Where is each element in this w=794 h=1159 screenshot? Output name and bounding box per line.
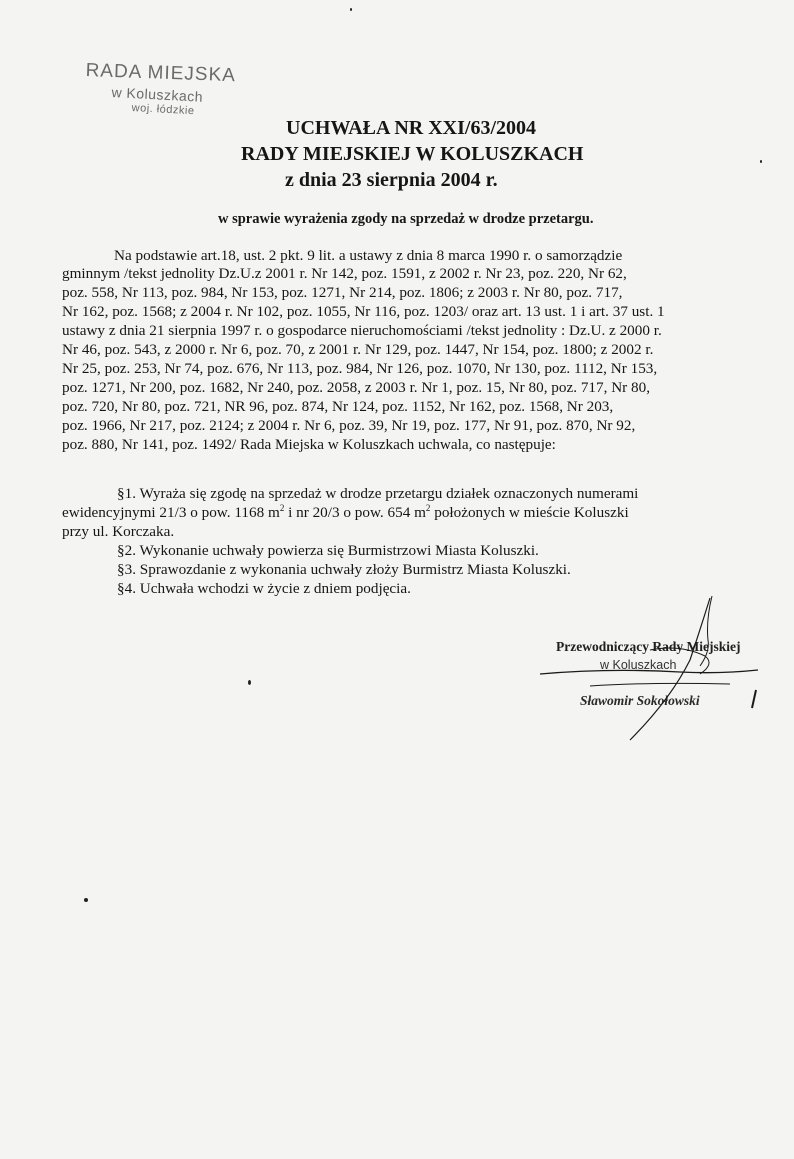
resolution-date: z dnia 23 sierpnia 2004 r. [285, 169, 498, 191]
preamble-line: poz. 880, Nr 141, poz. 1492/ Rada Miejska w Koluszkach uchwala, co następuje: [62, 436, 556, 453]
superscript-2: 2 [425, 503, 431, 513]
paper-speck [248, 680, 251, 685]
preamble-line: poz. 720, Nr 80, poz. 721, NR 96, poz. 874, Nr 124, poz. 1152, Nr 162, poz. 1568, Nr 203, [62, 398, 614, 415]
stamp-line-2: w Koluszkach [111, 84, 204, 105]
resolution-number: UCHWAŁA NR XXI/63/2004 [286, 117, 537, 139]
paper-speck [760, 160, 762, 163]
signatory-title: Przewodniczący Rady Miejskiej [556, 639, 741, 654]
stamp-line-3: woj. łódzkie [131, 102, 195, 118]
preamble-line: poz. 558, Nr 113, poz. 984, Nr 153, poz. 1271, Nr 214, poz. 1806; z 2003 r. Nr 80, poz. 717, [62, 284, 623, 301]
preamble-line: Nr 46, poz. 543, z 2000 r. Nr 6, poz. 70, z 2001 r. Nr 129, poz. 1447, Nr 154, poz. 1800; z 2002 r. [62, 341, 654, 358]
preamble-line: ustawy z dnia 21 sierpnia 1997 r. o gospodarce nieruchomościami /tekst jednolity : Dz.U. z 2000 r. [62, 322, 662, 339]
preamble-line: Na podstawie art.18, ust. 2 pkt. 9 lit. a ustawy z dnia 8 marca 1990 r. o samorządzie [114, 247, 623, 264]
preamble-line: Nr 25, poz. 253, Nr 74, poz. 676, Nr 113, poz. 984, Nr 126, poz. 1070, Nr 130, poz. 1112, Nr 153, [62, 360, 658, 377]
parcel-20-3-text: i nr 20/3 o pow. 654 m [284, 504, 426, 521]
stamp-line-1: RADA MIEJSKA [85, 60, 237, 87]
paragraph-1-line [62, 503, 629, 522]
preamble-line: Nr 162, poz. 1568; z 2004 r. Nr 102, poz. 1055, Nr 116, poz. 1203/ oraz art. 13 ust. 1 i art. 37 ust. 1 [62, 303, 665, 320]
preamble-line: gminnym /tekst jednolity Dz.U.z 2001 r. Nr 142, poz. 1591, z 2002 r. Nr 23, poz. 220, Nr 62, [62, 265, 627, 282]
paragraph-1-line: przy ul. Korczaka. [62, 523, 175, 540]
paragraph-3: §3. Sprawozdanie z wykonania uchwały złoży Burmistrz Miasta Koluszki. [117, 561, 571, 578]
superscript-2: 2 [279, 503, 285, 513]
resolution-subject: w sprawie wyrażenia zgody na sprzedaż w drodze przetargu. [218, 211, 594, 227]
paper-speck [84, 898, 88, 902]
preamble-line: poz. 1966, Nr 217, poz. 2124; z 2004 r. Nr 6, poz. 39, Nr 19, poz. 177, Nr 91, poz. 870, Nr 92, [62, 417, 636, 434]
signatory-name: Sławomir Sokołowski [580, 693, 700, 708]
signatory-city: w Koluszkach [600, 658, 677, 672]
council-stamp [84, 60, 284, 122]
council-name: RADY MIEJSKIEJ W KOLUSZKACH [241, 143, 584, 165]
preamble-line: poz. 1271, Nr 200, poz. 1682, Nr 240, poz. 2058, z 2003 r. Nr 1, poz. 15, Nr 80, poz. 717, Nr 80, [62, 379, 651, 396]
paragraph-2: §2. Wykonanie uchwały powierza się Burmistrzowi Miasta Koluszki. [117, 542, 539, 559]
paragraph-1-line: §1. Wyraża się zgodę na sprzedaż w drodze przetargu działek oznaczonych numerami [117, 485, 639, 502]
location-text: położonych w mieście Koluszki [430, 504, 629, 521]
parcel-21-3-text: ewidencyjnymi 21/3 o pow. 1168 m [62, 504, 280, 521]
handwritten-signature [530, 590, 770, 750]
paper-speck [350, 8, 352, 11]
paragraph-4: §4. Uchwała wchodzi w życie z dniem podjęcia. [117, 580, 411, 597]
